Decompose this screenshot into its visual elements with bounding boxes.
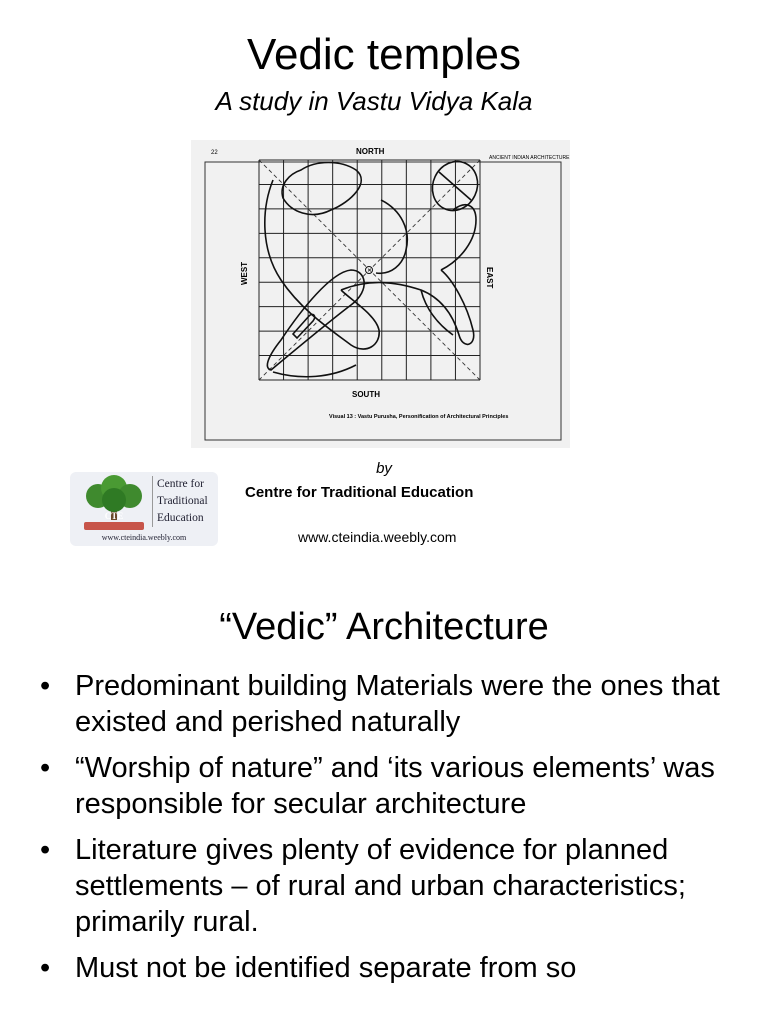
page-subtitle: A study in Vastu Vidya Kala: [215, 86, 533, 116]
label-north: NORTH: [356, 147, 385, 156]
bullet-text: Predominant building Materials were the ones that existed and perished naturally: [75, 670, 720, 738]
page-title: Vedic temples: [247, 30, 521, 79]
diagram-header: ANCIENT INDIAN ARCHITECTURE: [489, 155, 570, 161]
organization-name: Centre for Traditional Education: [245, 484, 474, 501]
logo-acronym: CTE: [104, 511, 124, 521]
bullet-icon: •: [40, 952, 51, 984]
label-west: WEST: [240, 261, 249, 285]
bullet-icon: •: [40, 670, 51, 702]
list-item: [40, 832, 760, 940]
list-item: [40, 750, 760, 822]
logo-line-1: Centre for: [157, 478, 204, 490]
section-heading: “Vedic” Architecture: [219, 606, 549, 648]
bullet-icon: •: [40, 752, 51, 784]
website-link[interactable]: www.cteindia.weebly.com: [298, 529, 457, 545]
bullet-list: [40, 668, 760, 996]
bullet-icon: •: [40, 834, 51, 866]
list-item: [40, 950, 760, 986]
byline: by: [376, 460, 392, 477]
tree-icon: [74, 474, 154, 532]
label-south: SOUTH: [352, 390, 380, 399]
bullet-text: Must not be identified separate from so: [75, 952, 577, 984]
bullet-text: “Worship of nature” and ‘its various elements’ was responsible for secular architecture: [75, 752, 715, 820]
logo-line-2: Traditional: [157, 495, 208, 507]
cte-logo: [70, 472, 218, 546]
bullet-text: Literature gives plenty of evidence for planned settlements – of rural and urban characteristics; primarily rural.: [75, 834, 686, 938]
list-item: [40, 668, 760, 740]
vastu-purusha-diagram: [191, 140, 570, 448]
logo-url: www.cteindia.weebly.com: [101, 533, 187, 542]
diagram-caption: Visual 13 : Vastu Purusha, Personification of Architectural Principles: [329, 414, 509, 420]
label-east: EAST: [485, 267, 494, 289]
diagram-page-number: 22: [211, 150, 218, 156]
logo-line-3: Education: [157, 512, 204, 524]
